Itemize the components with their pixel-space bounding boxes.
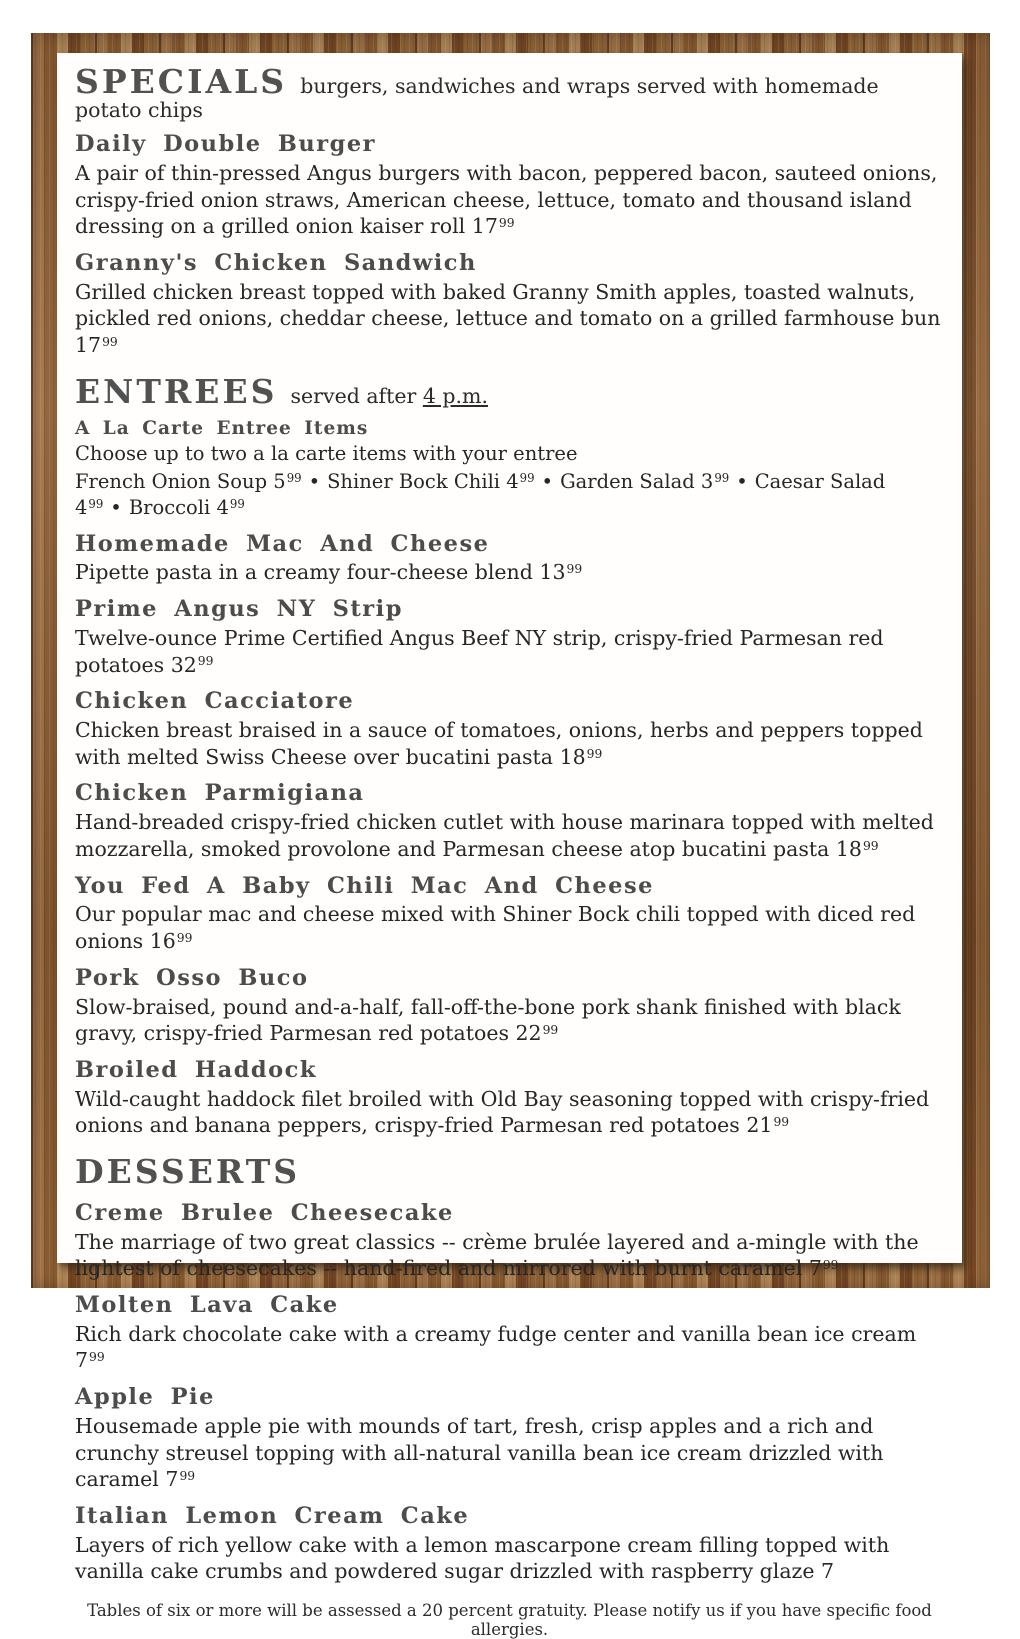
bullet-separator: • <box>308 470 321 494</box>
section-subtitle: burgers, sandwiches and wraps served with homemade potato chips <box>75 74 879 122</box>
price-dollars: 7 <box>821 1559 835 1584</box>
price-dollars: 18 <box>835 836 862 861</box>
dish-name: Apple Pie <box>75 1384 215 1410</box>
dish-description <box>75 994 944 1047</box>
menu-paper <box>57 53 962 1639</box>
option-price <box>75 496 103 519</box>
option-name: Broccoli <box>128 495 211 519</box>
served-after-time: 4 p.m. <box>422 383 489 408</box>
price-dollars: 7 <box>808 1256 822 1281</box>
dish-price <box>472 214 515 238</box>
served-after-label: served after <box>290 383 417 408</box>
dish-description-text: Grilled chicken breast topped with baked Granny Smith apples, toasted walnuts, pickled red onions, cheddar cheese, lettuce and tomato on a grilled farmhouse bun <box>75 279 941 331</box>
dish-description <box>75 1413 944 1493</box>
dish-description-text: Wild-caught haddock filet broiled with Old Bay seasoning topped with crispy-fried onions and banana peppers, crispy-fried Parmesan red potatoes <box>75 1086 930 1138</box>
menu-item <box>75 597 944 678</box>
served-after-note <box>291 384 488 408</box>
section-title: SPECIALS <box>75 62 288 101</box>
dish-name: Broiled Haddock <box>75 1056 317 1083</box>
section-specials <box>75 62 944 359</box>
menu-item <box>75 689 944 770</box>
wood-table-background <box>31 33 990 1639</box>
price-dollars: 7 <box>165 1467 179 1492</box>
dish-name: You Fed A Baby Chili Mac And Cheese <box>75 872 654 899</box>
price-cents: 99 <box>179 1469 196 1484</box>
dish-description <box>75 160 944 240</box>
dish-description-text: Chicken breast braised in a sauce of tomatoes, onions, herbs and peppers topped with melted Swiss Cheese over bucatini pasta <box>75 718 923 769</box>
bullet-separator: • <box>110 495 122 519</box>
dish-description <box>75 1229 944 1282</box>
section-title: ENTREES <box>75 371 278 411</box>
dish-description-text: Our popular mac and cheese mixed with Shiner Bock chili topped with diced red onions <box>75 902 916 954</box>
dish-name: Prime Angus NY Strip <box>75 596 403 623</box>
price-dollars: 13 <box>539 560 566 585</box>
dish-description-text: Twelve-ounce Prime Certified Angus Beef NY strip, crispy-fried Parmesan red potatoes <box>75 625 884 677</box>
price-dollars: 5 <box>273 470 286 494</box>
dish-description <box>75 1321 944 1374</box>
menu-item <box>75 1201 944 1282</box>
alacarte-block <box>75 418 944 520</box>
dish-price <box>746 1113 789 1137</box>
dish-price <box>539 560 582 584</box>
dish-price <box>821 1559 835 1583</box>
alacarte-heading: A La Carte Entree Items <box>75 418 369 440</box>
price-dollars: 18 <box>559 744 586 769</box>
menu-item <box>75 1293 944 1374</box>
menu-item <box>75 132 944 240</box>
price-dollars: 21 <box>746 1113 773 1138</box>
dish-description <box>75 901 944 954</box>
section-entrees <box>75 371 944 1139</box>
price-cents: 99 <box>862 838 879 853</box>
dish-name: Daily Double Burger <box>75 131 377 158</box>
price-dollars: 22 <box>515 1021 542 1046</box>
dish-price <box>171 653 214 677</box>
dish-price <box>560 745 603 769</box>
dish-name: Italian Lemon Cream Cake <box>75 1502 470 1529</box>
dish-description-text: The marriage of two great classics -- crème brulée layered and a-mingle with the lightest of cheesecakes -- hand-fired and mirrored with burnt caramel <box>75 1229 919 1281</box>
price-dollars: 17 <box>471 214 498 239</box>
bullet-separator: • <box>736 470 748 494</box>
dish-price <box>836 837 879 861</box>
dish-price <box>516 1021 559 1045</box>
dish-name: Creme Brulee Cheesecake <box>75 1199 454 1226</box>
dish-description <box>75 1086 944 1139</box>
price-cents: 99 <box>714 471 730 486</box>
menu-item <box>75 966 944 1047</box>
price-dollars: 7 <box>75 1348 89 1373</box>
price-cents: 99 <box>89 1350 105 1365</box>
dish-description-text: Pipette pasta in a creamy four-cheese blend <box>75 560 533 585</box>
alacarte-option <box>327 470 534 493</box>
price-dollars: 4 <box>75 495 88 519</box>
dish-description <box>75 717 944 770</box>
alacarte-intro: Choose up to two a la carte items with your entree <box>75 442 578 466</box>
dish-description-text: Rich dark chocolate cake with a creamy fudge center and vanilla bean ice cream <box>75 1321 917 1346</box>
alacarte-options <box>75 469 944 520</box>
option-price <box>506 470 534 493</box>
dish-description-text: A pair of thin-pressed Angus burgers with bacon, peppered bacon, sauteed onions, crispy-fried onion straws, American cheese, lettuce, tomato and thousand island dressing on a grilled onion kaiser roll <box>75 161 938 239</box>
dish-description-text: Hand-breaded crispy-fried chicken cutlet with house marinara topped with melted mozzarella, smoked provolone and Parmesan cheese atop bucatini pasta <box>75 810 934 861</box>
dish-price <box>165 1467 195 1491</box>
menu-item <box>75 532 944 587</box>
section-header <box>75 371 944 411</box>
option-price <box>216 496 244 519</box>
dish-description-text: Layers of rich yellow cake with a lemon mascarpone cream filling topped with vanilla cake crumbs and powdered sugar drizzled with raspberry glaze <box>75 1532 890 1584</box>
price-cents: 99 <box>229 497 245 512</box>
price-cents: 99 <box>498 216 515 231</box>
dish-description <box>75 1532 944 1585</box>
dish-description <box>75 279 944 359</box>
bullet-separator: • <box>541 470 554 494</box>
dish-description-text: Housemade apple pie with mounds of tart, fresh, crisp apples and a rich and crunchy streusel topping with all-natural vanilla bean ice cream drizzled with caramel <box>75 1413 884 1492</box>
option-name: Garden Salad <box>560 470 695 494</box>
price-dollars: 16 <box>149 929 176 954</box>
menu-item <box>75 251 944 359</box>
dish-name: Chicken Cacciatore <box>75 688 355 715</box>
price-dollars: 4 <box>506 470 519 494</box>
alacarte-option <box>75 470 302 493</box>
dish-name: Molten Lava Cake <box>75 1291 339 1318</box>
dish-name: Granny's Chicken Sandwich <box>75 249 477 276</box>
price-cents: 99 <box>542 1023 559 1038</box>
alacarte-option <box>560 470 729 493</box>
price-cents: 99 <box>519 471 535 486</box>
price-cents: 99 <box>586 746 603 761</box>
section-header <box>75 1152 944 1192</box>
alacarte-option <box>129 496 245 519</box>
menu-item <box>75 1504 944 1585</box>
option-price <box>273 470 301 493</box>
dish-price <box>809 1256 839 1280</box>
price-cents: 99 <box>102 334 118 349</box>
menu-item <box>75 874 944 955</box>
price-cents: 99 <box>822 1258 839 1273</box>
price-cents: 99 <box>773 1115 790 1130</box>
menu-item <box>75 1385 944 1493</box>
price-cents: 99 <box>88 497 104 512</box>
gratuity-allergy-note: Tables of six or more will be assessed a 20 percent gratuity. Please notify us if you have specific food allergies. <box>87 1600 932 1639</box>
section-header <box>75 62 944 122</box>
option-name: Shiner Bock Chili <box>327 470 501 494</box>
dish-description-text: Slow-braised, pound and-a-half, fall-off-the-bone pork shank finished with black gravy, crispy-fried Parmesan red potatoes <box>75 994 901 1046</box>
dish-name: Chicken Parmigiana <box>75 780 365 807</box>
price-dollars: 4 <box>216 495 229 519</box>
option-price <box>701 470 729 493</box>
price-cents: 99 <box>566 562 583 577</box>
dish-price <box>75 333 118 357</box>
option-name: French Onion Soup <box>75 470 268 494</box>
price-cents: 99 <box>197 654 214 669</box>
dish-price <box>75 1348 105 1372</box>
price-dollars: 3 <box>700 470 714 494</box>
price-dollars: 17 <box>75 333 102 358</box>
dish-description <box>75 625 944 678</box>
dish-description <box>75 809 944 862</box>
dish-description <box>75 559 944 586</box>
menu-item <box>75 781 944 862</box>
dish-name: Pork Osso Buco <box>75 964 309 991</box>
dish-price <box>150 929 193 953</box>
price-cents: 99 <box>286 471 302 486</box>
menu-item <box>75 1058 944 1139</box>
section-title: DESSERTS <box>75 1152 301 1192</box>
option-name: Caesar Salad <box>754 470 886 494</box>
price-cents: 99 <box>176 930 193 945</box>
dish-name: Homemade Mac And Cheese <box>75 530 490 557</box>
section-desserts <box>75 1152 944 1585</box>
price-dollars: 32 <box>170 652 197 677</box>
